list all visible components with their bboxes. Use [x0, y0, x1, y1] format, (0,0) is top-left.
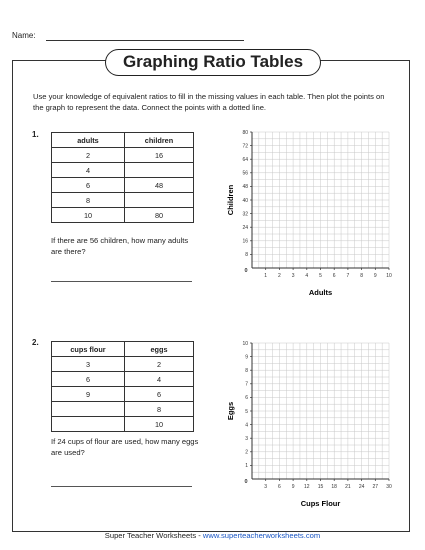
x-tick-label: 8 — [360, 273, 363, 279]
footer-brand: Super Teacher Worksheets - — [104, 531, 203, 540]
y-tick-label: 48 — [242, 184, 248, 191]
table-cell[interactable]: 6 — [52, 178, 125, 193]
graph-1-y-axis-label: Children — [226, 184, 235, 216]
x-tick-label: 12 — [304, 484, 310, 490]
table-row — [52, 372, 194, 387]
table-row — [52, 402, 194, 417]
y-tick-label: 5 — [245, 408, 248, 415]
y-tick-label: 80 — [242, 129, 248, 136]
x-tick-label: 24 — [358, 484, 365, 490]
table-cell[interactable]: 10 — [52, 208, 125, 223]
table-cell[interactable]: 80 — [125, 208, 194, 223]
table-cell[interactable]: 6 — [52, 372, 125, 387]
name-field-line[interactable] — [46, 40, 244, 41]
table-row — [52, 178, 194, 193]
column-header: eggs — [125, 342, 194, 357]
table-cell[interactable]: 4 — [125, 372, 194, 387]
table-header-row — [52, 342, 194, 357]
x-tick-label: 1 — [264, 273, 268, 279]
table-cell[interactable] — [52, 417, 125, 432]
y-tick-label: 32 — [242, 211, 248, 218]
table-row — [52, 357, 194, 372]
problem-2-answer-line[interactable] — [51, 486, 192, 487]
table-cell[interactable]: 2 — [125, 357, 194, 372]
footer-url[interactable]: www.superteacherworksheets.com — [202, 531, 321, 540]
x-tick-label: 21 — [345, 484, 351, 490]
x-tick-label: 3 — [264, 484, 268, 490]
name-label: Name: — [12, 31, 36, 40]
problem-1-question: If there are 56 children, how many adults are there? — [51, 236, 189, 256]
instructions-text: Use your knowledge of equivalent ratios to fill in the missing values in each table. Then plot the points on the graph to represent the data. Connect the points with a dotted line. — [33, 92, 385, 112]
y-tick-label: 3 — [245, 436, 248, 442]
y-tick-label: 9 — [245, 354, 248, 361]
x-tick-label: 10 — [386, 273, 392, 279]
y-tick-label: 1 — [245, 463, 248, 470]
y-tick-label: 64 — [242, 157, 248, 163]
problem-1-number: 1. — [32, 130, 39, 139]
y-tick-label: 7 — [245, 381, 248, 388]
graph-1-x-axis-label: Adults — [308, 288, 333, 297]
table-cell[interactable]: 3 — [52, 357, 125, 372]
column-header: adults — [52, 133, 125, 148]
table-cell[interactable] — [52, 402, 125, 417]
table-cell[interactable]: 10 — [125, 417, 194, 432]
table-cell[interactable]: 48 — [125, 178, 194, 193]
column-header: children — [125, 133, 194, 148]
y-tick-label: 24 — [242, 225, 248, 231]
graph-1-grid — [252, 132, 389, 268]
x-tick-label: 6 — [278, 484, 281, 490]
x-tick-label: 9 — [291, 484, 295, 490]
y-tick-label: 40 — [242, 197, 248, 204]
y-tick-label: 8 — [245, 368, 248, 374]
graph-1-axes — [250, 132, 389, 270]
y-tick-label: 10 — [242, 340, 248, 347]
x-tick-label: 30 — [386, 484, 392, 490]
table-cell[interactable] — [125, 163, 194, 178]
page-title: Graphing Ratio Tables — [105, 49, 321, 76]
table-row — [52, 193, 194, 208]
table-cell[interactable]: 8 — [52, 193, 125, 208]
graph-2[interactable] — [215, 336, 400, 516]
origin-label: 0 — [244, 479, 248, 485]
origin-label: 0 — [244, 268, 248, 274]
x-tick-label: 6 — [332, 273, 336, 279]
problem-2-number: 2. — [32, 338, 39, 347]
x-tick-label: 2 — [278, 273, 281, 279]
table-row — [52, 417, 194, 432]
x-tick-label: 9 — [373, 273, 377, 279]
y-tick-label: 72 — [242, 143, 248, 150]
x-tick-label: 7 — [346, 273, 350, 279]
table-cell[interactable]: 6 — [125, 387, 194, 402]
y-tick-label: 56 — [242, 170, 248, 177]
graph-2-grid — [252, 343, 389, 479]
table-header-row — [52, 133, 194, 148]
graph-2-axes — [250, 343, 389, 481]
x-tick-label: 5 — [319, 273, 322, 279]
graph-2-y-axis-label: Eggs — [226, 401, 235, 421]
y-tick-label: 2 — [245, 449, 248, 456]
y-tick-label: 4 — [245, 422, 248, 429]
graph-1[interactable] — [215, 125, 400, 305]
table-cell[interactable]: 2 — [52, 148, 125, 163]
table-row — [52, 208, 194, 223]
table-cell[interactable]: 8 — [125, 402, 194, 417]
x-tick-label: 15 — [317, 484, 324, 490]
column-header: cups flour — [52, 342, 125, 357]
table-cell[interactable]: 16 — [125, 148, 194, 163]
table-cell[interactable] — [125, 193, 194, 208]
table-row — [52, 387, 194, 402]
footer — [0, 531, 425, 540]
table-cell[interactable]: 4 — [52, 163, 125, 178]
table-cell[interactable]: 9 — [52, 387, 125, 402]
y-tick-label: 8 — [245, 252, 248, 259]
ratio-table-1 — [51, 132, 194, 223]
x-tick-label: 18 — [331, 484, 337, 490]
x-tick-label: 4 — [305, 273, 309, 279]
x-tick-label: 27 — [372, 484, 379, 490]
y-tick-label: 6 — [245, 395, 248, 402]
table-row — [52, 163, 194, 178]
ratio-table-2 — [51, 341, 194, 432]
x-tick-label: 3 — [291, 273, 295, 279]
y-tick-label: 16 — [242, 238, 248, 245]
problem-2-question: If 24 cups of flour are used, how many eggs are used? — [51, 437, 199, 457]
graph-2-x-axis-label: Cups Flour — [300, 499, 341, 508]
table-row — [52, 148, 194, 163]
problem-1-answer-line[interactable] — [51, 281, 192, 282]
